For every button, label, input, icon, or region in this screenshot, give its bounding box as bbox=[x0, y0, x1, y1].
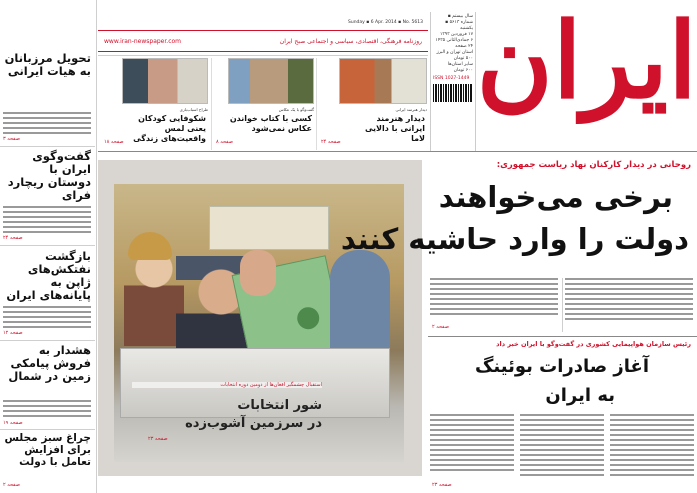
second-body-col-3 bbox=[430, 414, 514, 480]
barcode bbox=[433, 84, 473, 102]
photo-caption-line2: در سرزمین آشوب‌زده bbox=[185, 416, 322, 431]
left-story-3-headline: بازگشت نفتکش‌های ژاپن به پایانه‌های ایران bbox=[6, 249, 91, 302]
second-headline-2[interactable]: به ایران bbox=[545, 385, 615, 406]
photo-caption-page: صفحه ۲۳ bbox=[148, 436, 168, 442]
left-story-5-page: صفحه ۲ bbox=[3, 482, 20, 488]
second-kicker: رئیس سازمان هواپیمایی کشوری در گفت‌وگو با ایران خبر داد bbox=[496, 340, 691, 348]
teaser-1-page: صفحه ۲۴ bbox=[321, 139, 341, 145]
ballot-seal bbox=[295, 305, 321, 331]
left-story-3-body bbox=[3, 306, 91, 330]
story-divider bbox=[428, 336, 697, 337]
masthead-tagline: روزنامه فرهنگی، اقتصادی، سیاسی و اجتماعی صبح ایران bbox=[279, 38, 422, 45]
left-story-1-headline: تحویل مرزبانان به هیات ایرانی bbox=[4, 51, 91, 78]
left-rule bbox=[0, 429, 95, 430]
left-rule bbox=[0, 146, 95, 147]
teaser-3-headline: شکوفایی کودکان یعنی لمس واقعیت‌های زندگی bbox=[133, 114, 206, 143]
issue-line: ۲۴ صفحه bbox=[455, 44, 473, 49]
lead-body-right bbox=[565, 278, 693, 328]
lead-headline-2[interactable]: دولت را وارد حاشیه کنند bbox=[340, 222, 689, 256]
lead-body-left bbox=[430, 278, 558, 324]
left-story-5-headline: چراغ سبز مجلس برای افزایش تعامل با دولت bbox=[4, 432, 91, 468]
lead-kicker: روحانی در دیدار کارکنان نهاد ریاست جمهوری: bbox=[496, 160, 691, 170]
issue-box bbox=[430, 12, 476, 152]
left-story-2[interactable] bbox=[0, 150, 94, 242]
left-story-2-headline: گفت‌وگوی ایران با دوستان ریچارد فرای bbox=[7, 149, 91, 202]
left-story-1-body bbox=[3, 112, 91, 134]
photo-caption-kicker: استقبال چشمگیر افغان‌ها از دومین دوره انتخابات bbox=[132, 382, 322, 388]
teaser-2[interactable] bbox=[211, 58, 317, 150]
second-headline-1[interactable]: آغاز صادرات بوئینگ bbox=[474, 356, 649, 377]
left-story-1-page: صفحه ۳ bbox=[3, 136, 20, 142]
issue-line: سایر استان‌ها bbox=[447, 62, 473, 67]
issue-line: سال بیستم ▪ bbox=[447, 14, 473, 19]
teaser-2-photo bbox=[228, 58, 314, 104]
teaser-1-headline: دیدار هنرمند ایرانی با دالایی لاما bbox=[364, 114, 425, 143]
left-story-4[interactable] bbox=[0, 344, 94, 428]
second-page: صفحه ۲۳ bbox=[432, 482, 452, 488]
teaser-3-photo bbox=[122, 58, 208, 104]
photo-panel bbox=[98, 160, 422, 476]
issue-line: استان تهران و البرز bbox=[436, 50, 473, 55]
lead-page: صفحه ۲ bbox=[432, 324, 449, 330]
date-en: Sunday ▪ 6 Apr. 2014 ▪ No. 5613 bbox=[348, 20, 423, 25]
teaser-1[interactable] bbox=[319, 58, 427, 150]
teaser-bottom-rule bbox=[98, 151, 697, 152]
lead-body-rule bbox=[562, 278, 563, 332]
left-rule bbox=[0, 340, 95, 341]
issue-line: ۶۰۰ تومان bbox=[453, 68, 473, 73]
issn: ISSN 1027-1449 bbox=[433, 76, 470, 81]
teaser-top-rule bbox=[98, 55, 428, 56]
masthead-red-bar bbox=[98, 30, 428, 52]
left-story-4-headline: هشدار به فروش پیامکی زمین در شمال bbox=[8, 343, 91, 383]
left-story-1[interactable] bbox=[0, 52, 94, 144]
issue-line: یکشنبه bbox=[460, 26, 473, 31]
teaser-3-kicker: طراح اسباب‌بازی bbox=[179, 107, 208, 112]
teaser-3-page: صفحه ۱۸ bbox=[104, 139, 124, 145]
teaser-2-headline: کسی با کتاب خواندن عکاس نمی‌شود bbox=[229, 114, 312, 133]
masthead-url[interactable]: www.iran-newspaper.com bbox=[104, 38, 182, 45]
left-story-4-body bbox=[3, 400, 91, 420]
teaser-3[interactable] bbox=[100, 58, 210, 150]
issue-line: ۵۰۰ تومان bbox=[453, 56, 473, 61]
logo: ایران bbox=[476, 0, 697, 122]
burqa-figure bbox=[330, 250, 390, 360]
photo-caption-line1: شور انتخابات bbox=[237, 398, 322, 413]
left-column-rule bbox=[96, 0, 97, 493]
voter-hand bbox=[240, 250, 276, 296]
teaser-2-page: صفحه ۸ bbox=[216, 139, 233, 145]
left-story-5[interactable] bbox=[0, 432, 94, 490]
second-body-col-2 bbox=[520, 414, 604, 486]
wall-posters bbox=[209, 206, 329, 250]
left-story-3-page: صفحه ۱۲ bbox=[3, 330, 23, 336]
left-rule bbox=[0, 245, 95, 246]
left-story-2-body bbox=[3, 206, 91, 234]
lead-headline-1[interactable]: برخی می‌خواهند bbox=[438, 180, 673, 214]
teaser-2-kicker: گفت‌وگو با یک عکاس bbox=[278, 107, 314, 112]
left-story-3[interactable] bbox=[0, 250, 94, 338]
issue-line: ۶ جمادی‌الثانی ۱۴۳۵ bbox=[435, 38, 473, 43]
left-story-4-page: صفحه ۱۹ bbox=[3, 420, 23, 426]
masthead-date-bar bbox=[98, 19, 428, 28]
left-story-2-page: صفحه ۲۴ bbox=[3, 235, 23, 241]
teaser-1-kicker: دیدار هنرمند ایرانی bbox=[395, 107, 427, 112]
issue-line: شماره ۵۶۱۳ ▪ bbox=[445, 20, 473, 25]
issue-line: ۱۷ فروردین ۱۳۹۳ bbox=[439, 32, 473, 37]
second-body-col-1 bbox=[610, 414, 694, 486]
teaser-1-photo bbox=[339, 58, 427, 104]
